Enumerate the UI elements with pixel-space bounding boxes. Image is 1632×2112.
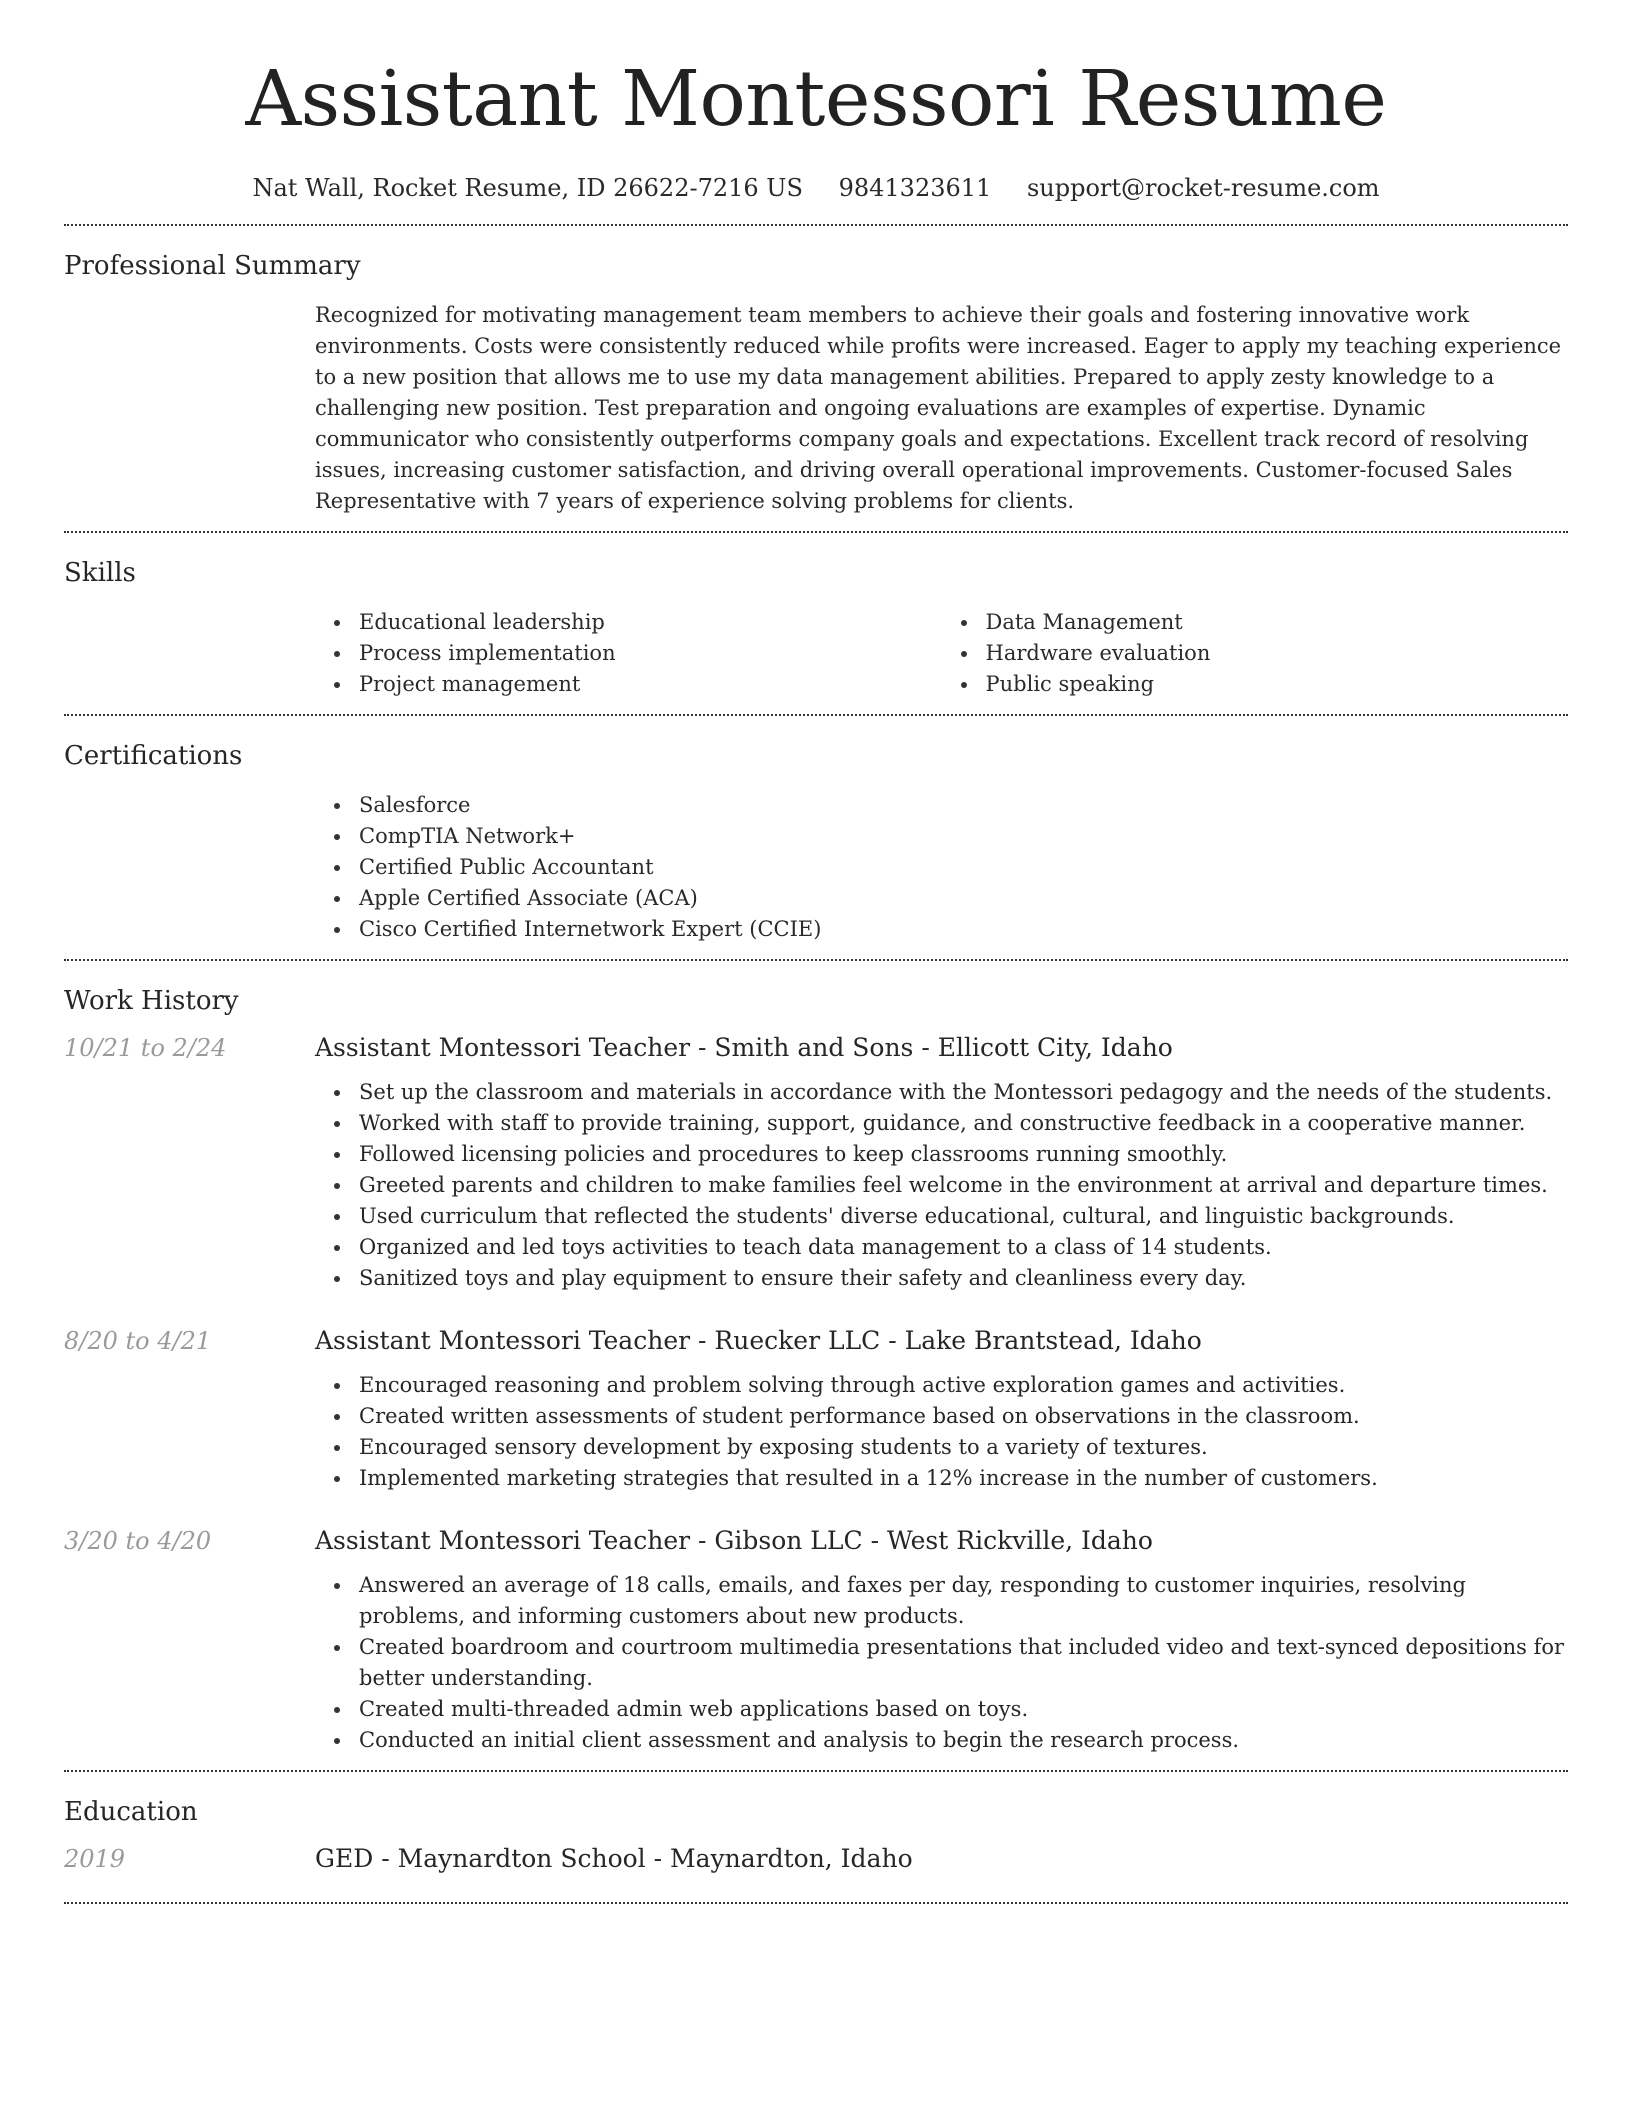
job-bullet: Created written assessments of student performance based on observations in the classroom.: [359, 1401, 1568, 1432]
job-bullet: Followed licensing policies and procedures to keep classrooms running smoothly.: [359, 1139, 1568, 1170]
resume-title: Assistant Montessori Resume: [245, 55, 1387, 144]
certifications-content: [315, 790, 1568, 945]
job-bullet: Set up the classroom and materials in accordance with the Montessori pedagogy and the needs of the students.: [359, 1077, 1568, 1108]
skills-section: [64, 533, 1568, 714]
certification-item: Certified Public Accountant: [359, 852, 1568, 883]
certifications-section: [64, 716, 1568, 959]
job-dates: 10/21 to 2/24: [64, 1034, 227, 1062]
job-bullet: Sanitized toys and play equipment to ensure their safety and cleanliness every day.: [359, 1263, 1568, 1294]
certification-item: CompTIA Network+: [359, 821, 1568, 852]
job-bullet: Used curriculum that reflected the students' diverse educational, cultural, and linguistic backgrounds.: [359, 1201, 1568, 1232]
skill-item: Data Management: [986, 607, 1569, 638]
summary-section: [64, 226, 1568, 531]
contact-line: [64, 172, 1568, 204]
certification-item: Apple Certified Associate (ACA): [359, 883, 1568, 914]
job-title: Assistant Montessori Teacher - Smith and Sons - Ellicott City, Idaho: [315, 1033, 1173, 1062]
education-body: [315, 1842, 1568, 1888]
contact-phone: 9841323611: [838, 174, 992, 202]
skills-heading: Skills: [64, 558, 136, 588]
job-dates: 3/20 to 4/20: [64, 1527, 212, 1555]
skill-item: Public speaking: [986, 669, 1569, 700]
job-bullet: Conducted an initial client assessment and analysis to begin the research process.: [359, 1725, 1568, 1756]
job-bullets: [315, 1370, 1568, 1494]
certification-item: Cisco Certified Internetwork Expert (CCIE): [359, 914, 1568, 945]
resume-page: [64, 0, 1568, 1904]
job-bullet: Answered an average of 18 calls, emails, and faxes per day, responding to customer inquiries, resolving problems, and informing customers about new products.: [359, 1570, 1568, 1632]
education-year: 2019: [64, 1845, 126, 1873]
summary-text: Recognized for motivating management team members to achieve their goals and fostering innovative work environments. Costs were consistently reduced while profits were increased. Eager to apply my teaching experience to a new position that allows me to use my data management abilities. Prepared to apply zesty knowledge to a challenging new position. Test preparation and ongoing evaluations are examples of expertise. Dynamic communicator who consistently outperforms company goals and expectations. Excellent track record of resolving issues, increasing customer satisfaction, and driving overall operational improvements. Customer-focused Sales Representative with 7 years of experience solving problems for clients.: [315, 303, 1562, 513]
job-bullet: Encouraged reasoning and problem solving through active exploration games and activities.: [359, 1370, 1568, 1401]
job-bullet: Worked with staff to provide training, support, guidance, and constructive feedback in a cooperative manner.: [359, 1108, 1568, 1139]
job-title: Assistant Montessori Teacher - Gibson LLC - West Rickville, Idaho: [315, 1526, 1153, 1555]
job-entry: [64, 1031, 1568, 1294]
education-section: [64, 1772, 1568, 1902]
skills-list-right: [942, 607, 1569, 700]
job-title: Assistant Montessori Teacher - Ruecker LLC - Lake Brantstead, Idaho: [315, 1326, 1202, 1355]
skill-item: Hardware evaluation: [986, 638, 1569, 669]
certification-item: Salesforce: [359, 790, 1568, 821]
skills-columns: [315, 607, 1568, 700]
skill-item: Educational leadership: [359, 607, 942, 638]
job-bullet: Implemented marketing strategies that resulted in a 12% increase in the number of customers.: [359, 1463, 1568, 1494]
section-divider: [64, 1902, 1568, 1904]
education-heading: Education: [64, 1797, 198, 1827]
certifications-list: [315, 790, 1568, 945]
contact-address: Nat Wall, Rocket Resume, ID 26622-7216 US: [252, 174, 803, 202]
job-dates: 8/20 to 4/21: [64, 1327, 212, 1355]
job-body: [315, 1031, 1568, 1294]
job-body: [315, 1524, 1568, 1756]
summary-heading: Professional Summary: [64, 251, 361, 281]
job-bullet: Created multi-threaded admin web applications based on toys.: [359, 1694, 1568, 1725]
job-bullet: Organized and led toys activities to teach data management to a class of 14 students.: [359, 1232, 1568, 1263]
skill-item: Project management: [359, 669, 942, 700]
work-history-section: [64, 961, 1568, 1770]
skill-item: Process implementation: [359, 638, 942, 669]
education-degree: GED - Maynardton School - Maynardton, Idaho: [315, 1844, 913, 1873]
certifications-heading: Certifications: [64, 741, 243, 771]
work-history-heading: Work History: [64, 986, 239, 1016]
contact-email: support@rocket-resume.com: [1026, 174, 1380, 202]
summary-content: [315, 300, 1568, 517]
skills-list-left: [315, 607, 942, 700]
job-body: [315, 1324, 1568, 1494]
job-bullets: [315, 1570, 1568, 1756]
job-entry: [64, 1324, 1568, 1494]
job-bullet: Encouraged sensory development by exposing students to a variety of textures.: [359, 1432, 1568, 1463]
education-entry: [64, 1842, 1568, 1888]
job-entry: [64, 1524, 1568, 1756]
job-bullets: [315, 1077, 1568, 1294]
job-bullet: Created boardroom and courtroom multimedia presentations that included video and text-synced depositions for better understanding.: [359, 1632, 1568, 1694]
job-bullet: Greeted parents and children to make families feel welcome in the environment at arrival and departure times.: [359, 1170, 1568, 1201]
